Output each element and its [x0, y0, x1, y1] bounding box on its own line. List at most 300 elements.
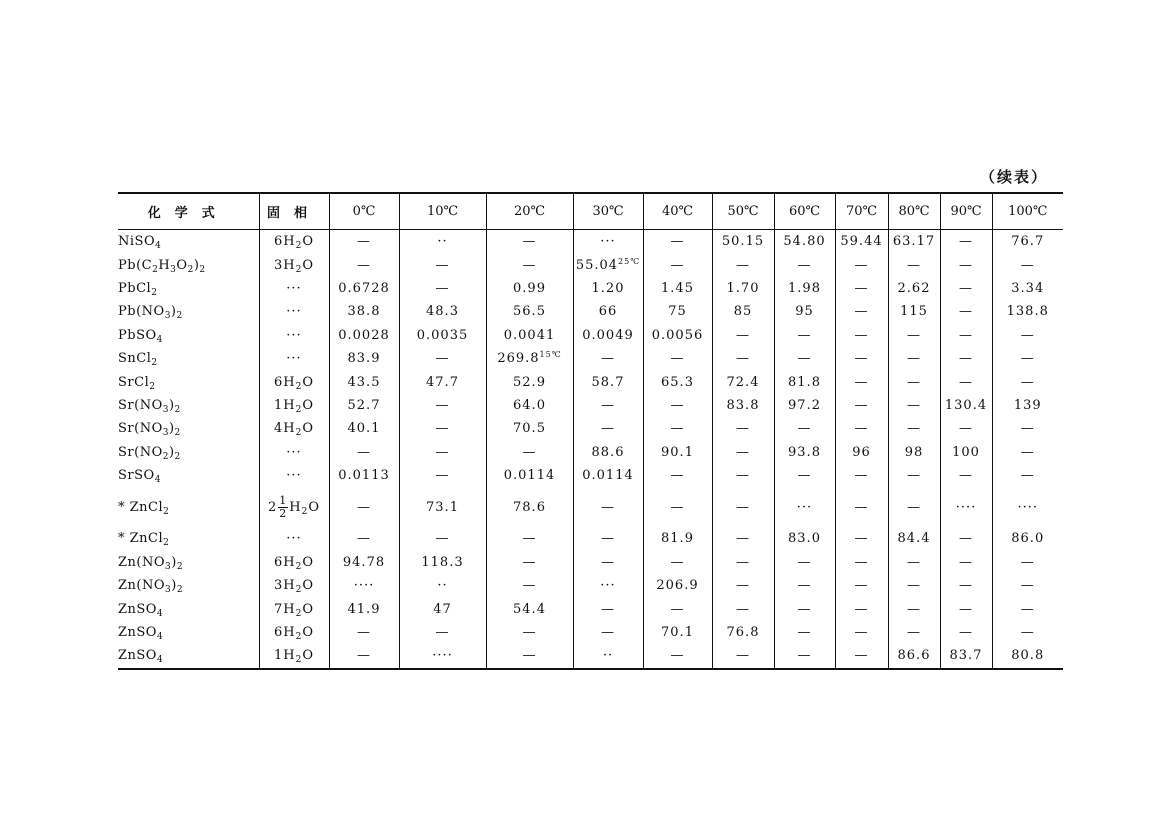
value-text: — [357, 499, 371, 515]
value-text: — [959, 351, 973, 367]
value-text: — [854, 648, 869, 664]
value-text: — [959, 468, 973, 484]
value-text: 50.15 [721, 234, 765, 250]
phase-part: O [302, 234, 314, 250]
value-cell [573, 644, 643, 668]
value-cell [643, 597, 712, 620]
value-cell [329, 527, 399, 550]
value-text: — [357, 625, 371, 641]
value-text: 76.8 [726, 625, 760, 641]
table-row [118, 394, 1063, 417]
value-text: — [435, 444, 450, 460]
phase-part: ··· [286, 531, 302, 547]
value-cell [835, 324, 888, 347]
value-cell [643, 253, 712, 276]
table-row [118, 441, 1063, 464]
value-cell [643, 464, 712, 487]
header-temp: 70℃ [835, 193, 888, 230]
value-cell [643, 551, 712, 574]
value-cell [940, 324, 992, 347]
value-cell [643, 417, 712, 440]
value-cell [774, 441, 835, 464]
value-cell [399, 370, 486, 393]
header-formula: 化学式 [118, 193, 259, 230]
value-cell [712, 370, 774, 393]
formula-part: Sr(NO [118, 421, 163, 437]
value-cell [643, 574, 712, 597]
value-text: — [670, 234, 685, 250]
value-text: 85 [733, 304, 753, 320]
value-text: — [797, 554, 812, 570]
formula-part: ) [171, 554, 177, 570]
formula-cell [118, 324, 259, 347]
header-temp: 10℃ [399, 193, 486, 230]
value-cell [399, 230, 486, 254]
value-cell [486, 300, 573, 323]
value-cell [835, 597, 888, 620]
phase-cell [259, 253, 329, 276]
value-text: 38.8 [347, 304, 381, 320]
table-row [118, 324, 1063, 347]
value-cell [888, 464, 940, 487]
value-cell [774, 277, 835, 300]
value-cell [888, 253, 940, 276]
phase-part: 6H [273, 554, 296, 570]
value-cell [774, 370, 835, 393]
formula-part: 2 [149, 381, 156, 392]
formula-part: ZnSO [118, 601, 157, 617]
formula-cell [118, 574, 259, 597]
value-text: — [854, 554, 869, 570]
formula-cell [118, 253, 259, 276]
value-text: — [435, 257, 450, 273]
value-text: — [907, 468, 921, 484]
value-cell [573, 441, 643, 464]
value-cell [399, 324, 486, 347]
value-cell [399, 621, 486, 644]
value-text: — [1020, 468, 1035, 484]
value-text: — [854, 374, 869, 390]
phase-part: O [302, 601, 314, 617]
value-text: — [670, 468, 685, 484]
formula-part: * ZnCl [118, 499, 164, 515]
value-text: ··· [600, 234, 616, 250]
value-text: — [959, 374, 973, 390]
value-text: 0.6728 [338, 280, 390, 296]
phase-part: 1H [273, 397, 296, 413]
value-text: 86.0 [1011, 531, 1045, 547]
formula-cell [118, 347, 259, 370]
value-cell [774, 324, 835, 347]
formula-part: PbCl [118, 280, 152, 296]
value-text: 0.0114 [503, 468, 556, 484]
value-text: — [907, 327, 921, 343]
table-row [118, 597, 1063, 620]
value-cell [835, 527, 888, 550]
value-text: 0.0113 [338, 468, 390, 484]
phase-part: O [308, 499, 321, 515]
value-text: — [736, 257, 750, 273]
formula-part: 2 [174, 428, 181, 439]
value-cell [399, 574, 486, 597]
formula-part: 4 [156, 608, 164, 619]
value-text: — [1020, 421, 1035, 437]
value-text: — [736, 554, 750, 570]
header-temp: 60℃ [774, 193, 835, 230]
value-cell [486, 324, 573, 347]
value-text: — [357, 531, 371, 547]
phase-cell [259, 551, 329, 574]
formula-part: H [158, 257, 171, 273]
header-temp: 20℃ [486, 193, 573, 230]
value-text: — [1020, 444, 1035, 460]
table-row [118, 347, 1063, 370]
value-cell [643, 621, 712, 644]
formula-part: ) [193, 257, 200, 273]
value-cell [940, 347, 992, 370]
phase-part: 2 [295, 428, 303, 439]
value-text: 83.9 [347, 351, 381, 367]
value-cell [992, 394, 1063, 417]
formula-part: 2 [151, 358, 158, 369]
value-text: — [959, 531, 973, 547]
value-cell [399, 597, 486, 620]
value-text: 54.80 [783, 234, 826, 250]
value-cell [399, 394, 486, 417]
value-cell [835, 394, 888, 417]
phase-part: O [302, 578, 314, 594]
value-cell [992, 277, 1063, 300]
value-text: 43.5 [347, 374, 381, 390]
continued-label: （续表） [980, 168, 1049, 186]
value-text: — [959, 280, 973, 296]
value-cell [712, 253, 774, 276]
value-text: 59.44 [840, 234, 883, 250]
phase-part: 2 [295, 632, 303, 643]
value-cell [835, 347, 888, 370]
value-cell [992, 487, 1063, 527]
value-text: — [959, 625, 973, 641]
formula-cell [118, 230, 259, 254]
value-text: — [670, 648, 685, 664]
value-text: 84.4 [897, 531, 931, 547]
formula-part: SnCl [118, 351, 152, 367]
formula-part: Sr(NO [118, 444, 163, 460]
phase-part: ··· [286, 327, 302, 343]
value-text: — [959, 554, 973, 570]
formula-part: Pb(NO [118, 304, 165, 320]
value-cell [399, 347, 486, 370]
table-row [118, 487, 1063, 527]
value-text: — [1020, 554, 1035, 570]
value-cell [486, 394, 573, 417]
formula-cell [118, 551, 259, 574]
value-text: — [797, 578, 812, 594]
value-cell [399, 551, 486, 574]
value-text: 54.4 [513, 601, 546, 617]
value-text: ···· [1017, 499, 1039, 515]
value-text: 90.1 [661, 444, 694, 460]
value-cell [643, 300, 712, 323]
value-cell [992, 230, 1063, 254]
value-cell [888, 324, 940, 347]
value-cell [835, 417, 888, 440]
value-cell [643, 487, 712, 527]
phase-part: 2 [295, 585, 303, 596]
phase-cell [259, 324, 329, 347]
formula-part: 4 [156, 632, 164, 643]
value-text: 72.4 [726, 374, 760, 390]
formula-part: ) [168, 397, 175, 413]
phase-part: O [302, 257, 314, 273]
value-text: — [435, 468, 450, 484]
value-text: — [854, 351, 869, 367]
value-text: — [601, 351, 615, 367]
value-cell [329, 644, 399, 668]
value-text: — [907, 351, 921, 367]
value-cell [888, 597, 940, 620]
value-cell [940, 551, 992, 574]
formula-part: Zn(NO [118, 578, 166, 594]
value-text: ···· [432, 648, 453, 664]
value-text: ···· [955, 499, 977, 515]
phase-cell [259, 300, 329, 323]
phase-part: ··· [286, 304, 302, 320]
formula-part: * ZnCl [118, 531, 164, 547]
value-text: — [736, 499, 750, 515]
value-cell [399, 464, 486, 487]
value-cell [888, 551, 940, 574]
value-text: 1.98 [788, 280, 821, 296]
value-text: 41.9 [347, 601, 381, 617]
value-text: 138.8 [1006, 304, 1049, 320]
value-text: 0.0041 [503, 327, 556, 343]
value-text: — [736, 351, 750, 367]
value-text: 66 [598, 304, 618, 320]
value-text: 81.8 [788, 374, 821, 390]
value-text: 3.34 [1011, 280, 1045, 296]
value-text: 0.99 [513, 280, 546, 296]
value-text: — [357, 648, 371, 664]
value-text: — [907, 374, 921, 390]
value-text: 78.6 [513, 499, 546, 515]
value-text: — [736, 444, 750, 460]
value-cell [399, 644, 486, 668]
value-cell [573, 464, 643, 487]
phase-part: 3H [273, 257, 296, 273]
formula-part: 3 [170, 264, 177, 275]
value-cell [888, 300, 940, 323]
value-text: — [736, 648, 750, 664]
value-text: — [1020, 374, 1035, 390]
value-cell [399, 253, 486, 276]
value-text: — [670, 397, 685, 413]
value-text: — [907, 601, 921, 617]
formula-part: ) [168, 421, 175, 437]
value-cell [329, 441, 399, 464]
formula-part: 2 [176, 561, 184, 572]
value-cell [992, 574, 1063, 597]
value-cell [329, 324, 399, 347]
formula-cell [118, 277, 259, 300]
value-text: — [601, 554, 615, 570]
value-cell [329, 574, 399, 597]
phase-cell [259, 574, 329, 597]
value-text: — [1020, 327, 1035, 343]
value-text: — [854, 601, 869, 617]
value-cell [992, 464, 1063, 487]
value-cell [774, 394, 835, 417]
value-text: 96 [852, 444, 871, 460]
formula-part: ) [170, 304, 177, 320]
value-cell [486, 253, 573, 276]
value-text: 0.0035 [416, 327, 469, 343]
value-text: — [797, 625, 812, 641]
value-cell [329, 487, 399, 527]
value-text: 47 [433, 601, 452, 617]
value-text: ··· [796, 499, 813, 515]
phase-part: 2 [295, 608, 303, 619]
header-temp: 100℃ [992, 193, 1063, 230]
value-cell [835, 230, 888, 254]
value-text: — [522, 531, 537, 547]
formula-part: NiSO [118, 234, 156, 250]
value-cell [643, 370, 712, 393]
formula-part: ) [168, 444, 175, 460]
value-cell [940, 417, 992, 440]
phase-cell [259, 347, 329, 370]
value-cell [712, 230, 774, 254]
value-text: 1.70 [726, 280, 760, 296]
value-text: — [435, 280, 450, 296]
formula-part: Sr(NO [118, 397, 163, 413]
value-cell [888, 230, 940, 254]
phase-part: 2 [295, 404, 303, 415]
value-text: 100 [952, 444, 980, 460]
value-text: — [357, 257, 371, 273]
formula-part: 4 [154, 475, 161, 486]
value-text: — [797, 648, 812, 664]
value-cell [399, 277, 486, 300]
value-cell [573, 230, 643, 254]
value-text: 93.8 [788, 444, 821, 460]
value-cell [712, 644, 774, 668]
value-text: 73.1 [426, 499, 459, 515]
value-cell [835, 644, 888, 668]
value-text: — [959, 578, 973, 594]
formula-part: O [176, 257, 188, 273]
phase-cell [259, 527, 329, 550]
value-text: 75 [668, 304, 687, 320]
value-cell [643, 527, 712, 550]
table-row [118, 253, 1063, 276]
value-text: — [601, 499, 615, 515]
phase-part: O [302, 554, 314, 570]
value-cell [712, 300, 774, 323]
formula-cell [118, 597, 259, 620]
formula-part: 3 [162, 404, 169, 415]
value-cell [992, 597, 1063, 620]
value-cell [774, 574, 835, 597]
table-row [118, 300, 1063, 323]
value-text: 1.20 [591, 280, 625, 296]
value-cell [573, 347, 643, 370]
value-cell [774, 644, 835, 668]
value-cell [992, 253, 1063, 276]
value-text: 1.45 [661, 280, 694, 296]
phase-part: 1H [273, 648, 296, 664]
value-cell [835, 277, 888, 300]
value-text: — [736, 578, 750, 594]
value-cell [486, 644, 573, 668]
value-text: — [670, 601, 685, 617]
value-cell [940, 230, 992, 254]
value-text: 70.5 [513, 421, 546, 437]
value-cell [486, 487, 573, 527]
formula-cell [118, 417, 259, 440]
value-cell [774, 597, 835, 620]
value-cell [992, 551, 1063, 574]
value-text: — [736, 468, 750, 484]
value-cell [940, 621, 992, 644]
value-text: 139 [1013, 397, 1042, 413]
phase-part: 2 [301, 506, 309, 517]
value-text: — [601, 531, 615, 547]
formula-cell [118, 464, 259, 487]
value-cell [992, 527, 1063, 550]
value-text: — [854, 327, 869, 343]
value-text: 86.6 [897, 648, 931, 664]
value-text: 64.0 [513, 397, 546, 413]
value-text: — [797, 327, 812, 343]
header-row [118, 193, 1063, 230]
formula-part: ) [171, 578, 177, 594]
value-text: 115 [900, 304, 928, 320]
value-text: — [907, 257, 921, 273]
phase-part: ··· [286, 351, 302, 367]
value-text: — [1020, 625, 1035, 641]
value-cell [486, 527, 573, 550]
value-cell [573, 417, 643, 440]
value-text: — [1020, 351, 1035, 367]
table-row [118, 370, 1063, 393]
phase-whole: 2 [267, 499, 278, 515]
formula-part: 2 [174, 451, 181, 462]
value-cell [712, 347, 774, 370]
value-text: — [670, 554, 685, 570]
formula-cell [118, 527, 259, 550]
value-cell [940, 527, 992, 550]
value-text: — [854, 280, 869, 296]
value-text: 0.0056 [651, 327, 704, 343]
formula-cell [118, 370, 259, 393]
formula-part: Pb(C [118, 257, 153, 273]
value-text: — [522, 554, 537, 570]
value-cell [643, 324, 712, 347]
fraction-numerator: 1 [279, 493, 288, 507]
value-cell [399, 417, 486, 440]
value-cell [486, 597, 573, 620]
table-body [118, 230, 1063, 669]
value-cell [940, 574, 992, 597]
value-text: — [601, 601, 615, 617]
phase-cell [259, 230, 329, 254]
formula-part: 2 [176, 311, 183, 322]
value-text: ···· [353, 578, 375, 594]
value-text: — [670, 351, 685, 367]
value-cell [573, 324, 643, 347]
formula-part: ZnSO [118, 625, 157, 641]
